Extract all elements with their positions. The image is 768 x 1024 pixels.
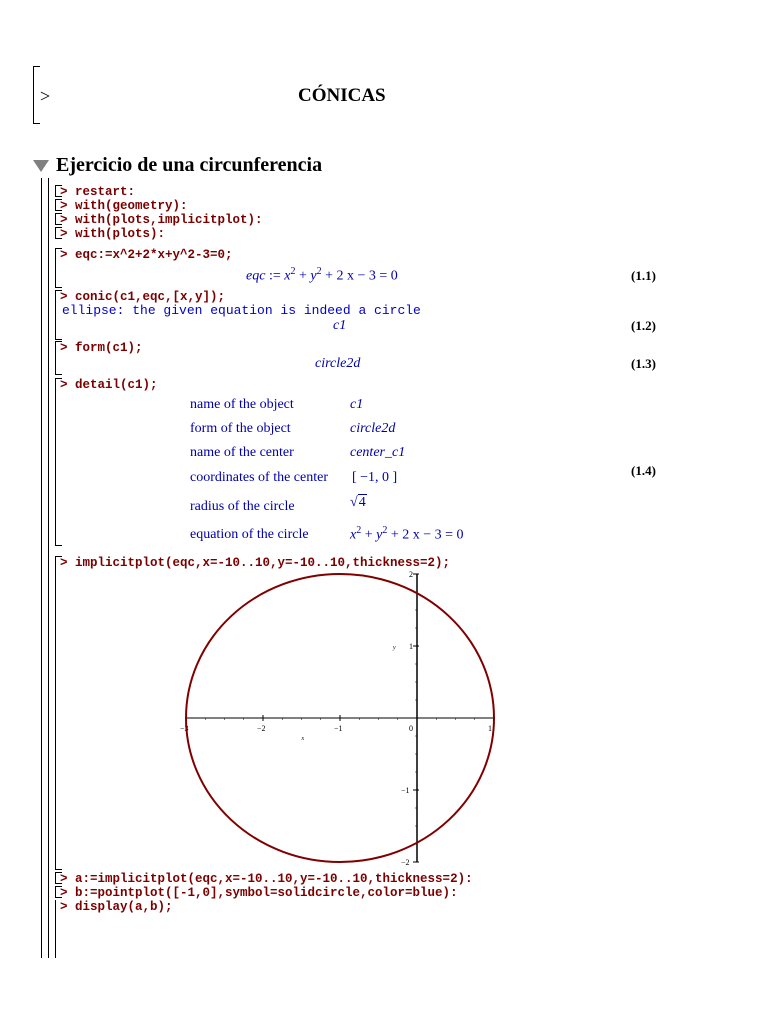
detail-key: form of the object — [190, 421, 291, 436]
command-b-assign[interactable]: > b:=pointplot([-1,0],symbol=solidcircle,color=blue): — [60, 886, 458, 900]
detail-value: [ −1, 0 ] — [352, 470, 398, 485]
detail-value-equation: $x^2 + y^2 + 2$ x − 3 = 0 — [350, 525, 464, 543]
eq1-rest: + 2 x − 3 = 0 — [321, 268, 398, 284]
command-with-plots-implicitplot[interactable]: > with(plots,implicitplot): — [60, 213, 263, 227]
command-implicitplot[interactable]: > implicitplot(eqc,x=-10..10,y=-10..10,thickness=2); — [60, 556, 451, 570]
detail-value: circle2d — [350, 421, 396, 436]
equation-label-1-1: (1.1) — [631, 268, 656, 283]
equation-label-1-4: (1.4) — [631, 463, 656, 478]
section-collapse-icon[interactable] — [33, 160, 49, 172]
command-with-plots[interactable]: > with(plots): — [60, 227, 166, 241]
equation-label-1-3: (1.3) — [631, 356, 656, 371]
command-restart[interactable]: > restart: — [60, 185, 136, 199]
section-heading: Ejercicio de una circunferencia — [56, 154, 323, 176]
eq1-lhs: eqc — [246, 268, 266, 284]
command-a-assign[interactable]: > a:=implicitplot(eqc,x=-10..10,y=-10..10,thickness=2): — [60, 872, 473, 886]
page-title: CÓNICAS — [298, 85, 386, 106]
output-ellipse-message: ellipse: the given equation is indeed a circle — [62, 303, 421, 318]
x-tick-label: 0 — [409, 724, 413, 733]
cmd-bracket — [55, 900, 56, 958]
command-conic[interactable]: > conic(c1,eqc,[x,y]); — [60, 290, 226, 304]
detail-key: equation of the circle — [190, 527, 309, 542]
command-form[interactable]: > form(c1); — [60, 341, 143, 355]
detail-key: coordinates of the center — [190, 470, 328, 485]
command-detail[interactable]: > detail(c1); — [60, 378, 158, 392]
cmd-bracket — [55, 556, 62, 870]
radius-value: 4 — [358, 495, 366, 510]
y-tick-label: −2 — [401, 858, 410, 867]
x-tick-label: −3 — [180, 724, 189, 733]
y-tick-label: −1 — [401, 786, 410, 795]
title-bracket — [33, 66, 40, 124]
detail-value: center_c1 — [350, 445, 406, 460]
eq2-rest: + 2 x − 3 = 0 — [387, 527, 464, 543]
implicit-plot — [170, 568, 510, 868]
section-line-outer — [41, 178, 42, 958]
sqrt-icon: √ — [350, 495, 358, 510]
command-display[interactable]: > display(a,b); — [60, 900, 173, 914]
output-eq1: eqc := $x^2 + y^2 + 2$ x − 3 = 0 — [246, 266, 398, 284]
eq1-op: := — [265, 268, 285, 284]
y-tick-label: 2 — [409, 570, 413, 579]
equation-label-1-2: (1.2) — [631, 318, 656, 333]
cmd-bracket — [55, 378, 62, 546]
section-line-inner — [48, 178, 49, 958]
x-axis-label: x — [301, 736, 305, 742]
output-c1: c1 — [333, 318, 347, 333]
detail-value: c1 — [350, 397, 364, 412]
x-tick-label: 1 — [488, 724, 492, 733]
output-form: circle2d — [315, 356, 361, 371]
y-tick-label: 1 — [409, 642, 413, 651]
x-tick-label: −1 — [334, 724, 343, 733]
detail-key: radius of the circle — [190, 499, 295, 514]
detail-key: name of the object — [190, 397, 294, 412]
detail-key: name of the center — [190, 445, 294, 460]
command-with-geometry[interactable]: > with(geometry): — [60, 199, 188, 213]
command-eqc[interactable]: > eqc:=x^2+2*x+y^2-3=0; — [60, 248, 233, 262]
title-prompt[interactable]: > — [40, 86, 51, 106]
x-tick-label: −2 — [257, 724, 266, 733]
detail-value-radius — [350, 495, 367, 511]
y-axis-label: y — [393, 645, 396, 651]
